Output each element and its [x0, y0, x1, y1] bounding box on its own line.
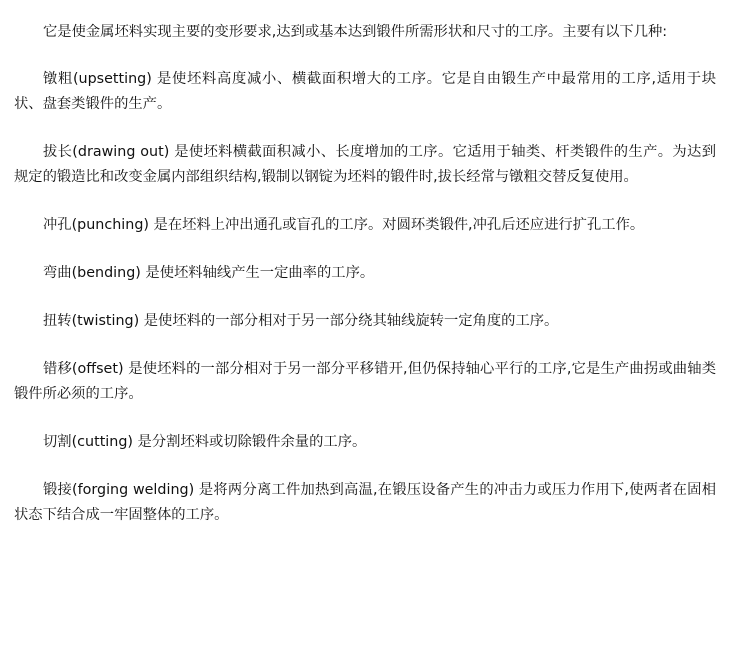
paragraph-upsetting: 镦粗(upsetting) 是使坯料高度减小、横截面积增大的工序。它是自由锻生产中最常用的工序,适用于块状、盘套类锻件的生产。	[14, 71, 716, 112]
intro-paragraph: 它是使金属坯料实现主要的变形要求,达到或基本达到锻件所需形状和尺寸的工序。主要有以下几种:	[43, 24, 668, 40]
paragraph-cutting: 切割(cutting) 是分割坯料或切除锻件余量的工序。	[43, 434, 367, 450]
article-body	[14, 0, 716, 551]
paragraph-bending: 弯曲(bending) 是使坯料轴线产生一定曲率的工序。	[43, 265, 375, 281]
paragraph-twisting: 扭转(twisting) 是使坯料的一部分相对于另一部分绕其轴线旋转一定角度的工序。	[43, 313, 559, 329]
paragraph-forging-welding: 锻接(forging welding) 是将两分离工件加热到高温,在锻压设备产生的冲击力或压力作用下,使两者在固相状态下结合成一牢固整体的工序。	[14, 482, 716, 523]
paragraph-offset: 错移(offset) 是使坯料的一部分相对于另一部分平移错开,但仍保持轴心平行的工序,它是生产曲拐或曲轴类锻件所必须的工序。	[14, 361, 716, 402]
paragraph-punching: 冲孔(punching) 是在坯料上冲出通孔或盲孔的工序。对圆环类锻件,冲孔后还应进行扩孔工作。	[43, 217, 645, 233]
paragraph-drawing-out: 拔长(drawing out) 是使坯料横截面积减小、长度增加的工序。它适用于轴类、杆类锻件的生产。为达到规定的锻造比和改变金属内部组织结构,锻制以钢锭为坯料的锻件时,拔长经常与镦粗交替反复使用。	[14, 144, 716, 185]
